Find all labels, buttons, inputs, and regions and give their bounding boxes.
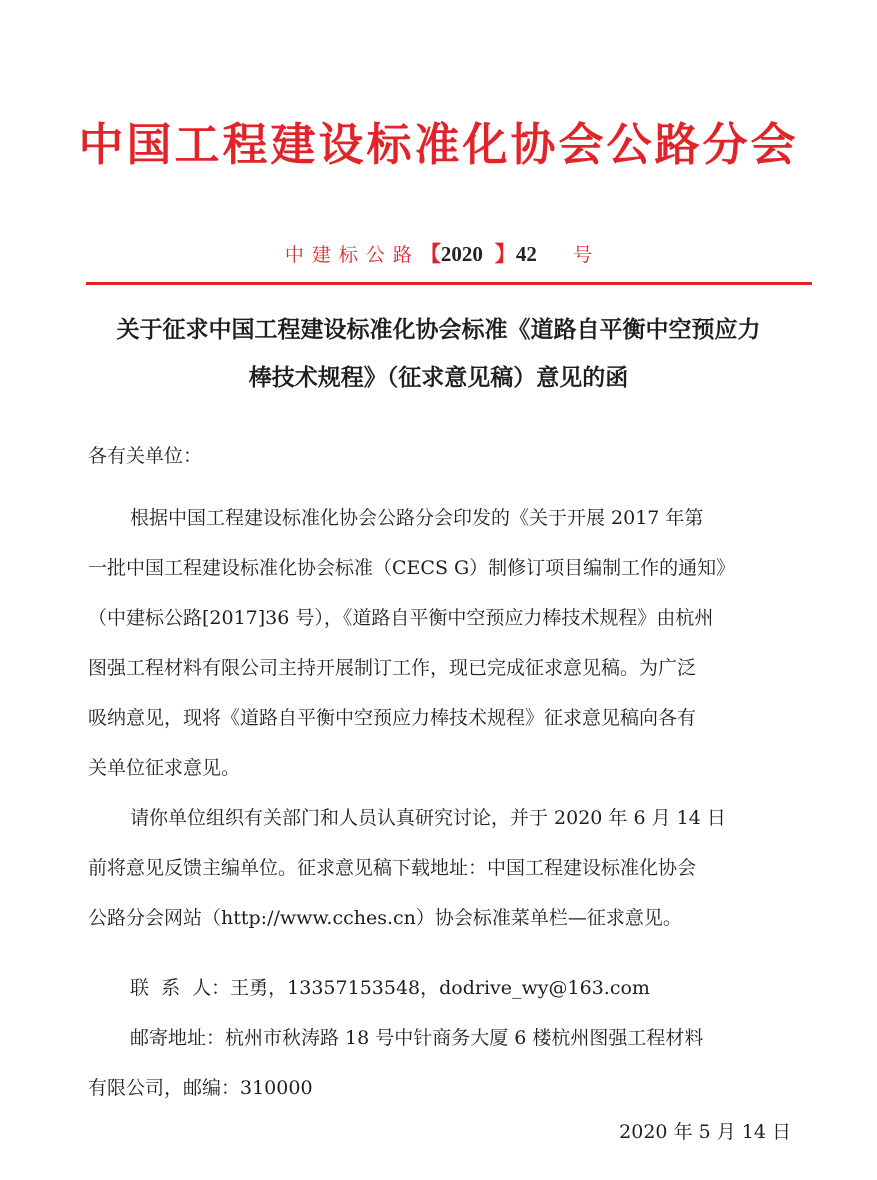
body-paragraph-2-line: 请你单位组织有关部门和人员认真研究讨论，并于 2020 年 6 月 14 日 [130, 807, 726, 829]
salutation: 各有关单位： [88, 445, 203, 467]
organization-letterhead: 中国工程建设标准化协会公路分会 [78, 118, 799, 171]
doc-year: 2020 [440, 242, 483, 266]
body-paragraph-1-line: 吸纳意见，现将《道路自平衡中空预应力棒技术规程》征求意见稿向各有 [88, 707, 697, 729]
letter-date: 2020 年 5 月 14 日 [619, 1121, 791, 1143]
body-paragraph-2-line: 前将意见反馈主编单位。征求意见稿下载地址：中国工程建设标准化协会 [88, 857, 697, 879]
letter-title-line-2: 棒技术规程》（征求意见稿）意见的函 [248, 364, 629, 391]
letter-title-line-1: 关于征求中国工程建设标准化协会标准《道路自平衡中空预应力 [116, 316, 761, 343]
body-paragraph-2-line: 公路分会网站（http://www.cches.cn）协会标准菜单栏—征求意见。 [88, 907, 682, 929]
body-paragraph-1-line: 图强工程材料有限公司主持开展制订工作，现已完成征求意见稿。为广泛 [88, 657, 697, 679]
body-paragraph-1-line: 关单位征求意见。 [88, 757, 241, 779]
document-number [0, 238, 877, 268]
body-paragraph-1-line: 一批中国工程建设标准化协会标准（CECS G）制修订项目编制工作的通知》 [88, 557, 736, 579]
doc-bracket-close: 】 [494, 241, 516, 266]
doc-bracket-open: 【 [419, 241, 441, 266]
mailing-address-line-1: 邮寄地址：杭州市秋涛路 18 号中针商务大厦 6 楼杭州图强工程材料 [130, 1027, 704, 1049]
doc-suffix: 号 [573, 244, 593, 266]
contact-person: 联 系 人：王勇，13357153548，dodrive_wy@163.com [130, 977, 650, 999]
body-paragraph-1-line: 根据中国工程建设标准化协会公路分会印发的《关于开展 2017 年第 [130, 507, 704, 529]
red-divider-line [86, 282, 812, 285]
doc-prefix: 中建标公路 [284, 244, 420, 266]
mailing-address-line-2: 有限公司，邮编：310000 [88, 1077, 313, 1099]
body-paragraph-1-line: （中建标公路[2017]36 号），《道路自平衡中空预应力棒技术规程》由杭州 [88, 607, 714, 629]
doc-number-value: 42 [515, 242, 537, 266]
